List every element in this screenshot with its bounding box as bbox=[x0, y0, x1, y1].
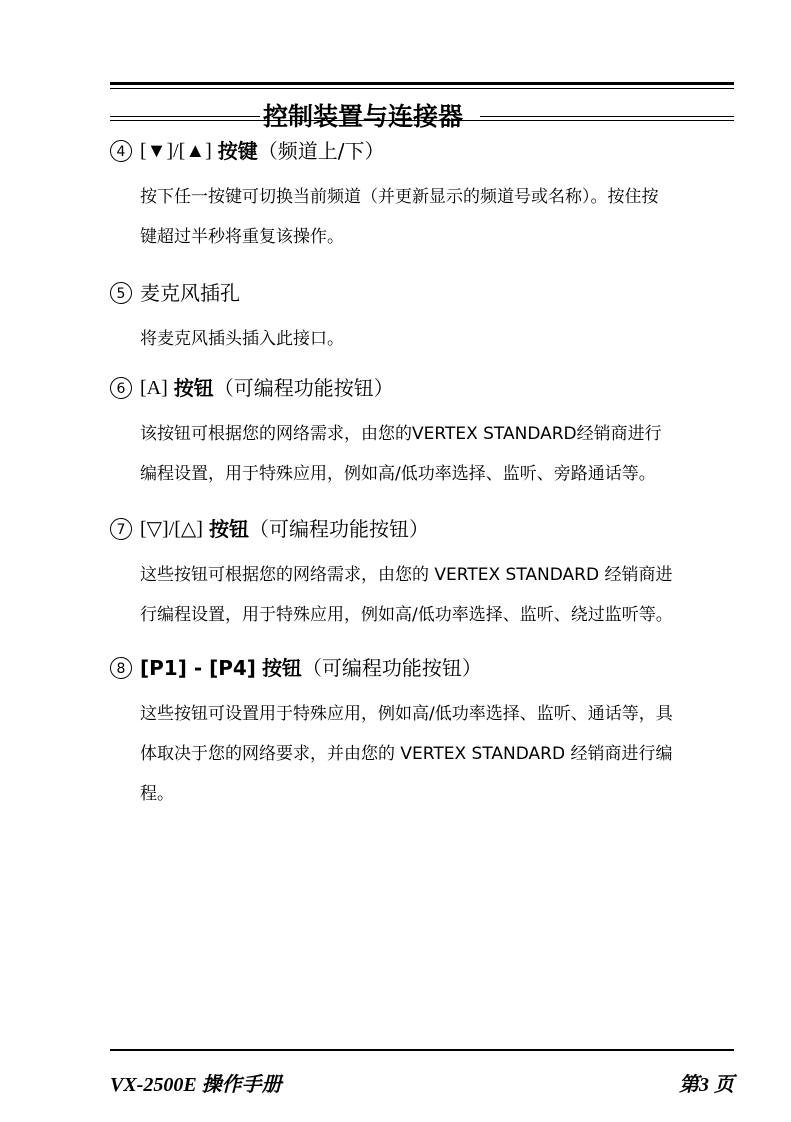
body-line: 键超过半秒将重复该操作。 bbox=[140, 227, 344, 247]
heading-note: 麦克风插孔 bbox=[140, 281, 240, 305]
footer-rule bbox=[110, 1049, 734, 1051]
circled-number: 8 bbox=[110, 657, 132, 679]
section-heading bbox=[110, 137, 734, 165]
title-rule-right bbox=[480, 116, 734, 117]
heading-bold: 按钮 bbox=[173, 376, 214, 400]
heading-key: [A] bbox=[140, 377, 168, 399]
page-title: 控制装置与连接器 bbox=[263, 102, 464, 131]
section-body bbox=[140, 177, 734, 257]
footer-manual-title: VX-2500E 操作手册 bbox=[110, 1074, 282, 1096]
title-rule-left bbox=[110, 116, 260, 117]
footer-page-number: 第3 页 bbox=[679, 1074, 734, 1096]
heading-bold: 按钮 bbox=[261, 656, 302, 680]
heading-note: （可编程功能按钮） bbox=[213, 376, 394, 400]
header-rule-thick bbox=[110, 82, 734, 85]
circled-number: 4 bbox=[110, 140, 132, 162]
body-line: 程。 bbox=[140, 784, 174, 804]
section-body bbox=[140, 555, 734, 635]
section-5 bbox=[110, 279, 734, 359]
body-line: 该按钮可根据您的网络需求，由您的VERTEX STANDARD经销商进行 bbox=[140, 424, 662, 444]
heading-bold: 按键 bbox=[217, 139, 258, 163]
heading-note: （可编程功能按钮） bbox=[248, 517, 429, 541]
body-line: 编程设置，用于特殊应用，例如高/低功率选择、监听、旁路通话等。 bbox=[140, 464, 656, 484]
body-line: 按下任一按键可切换当前频道（并更新显示的频道号或名称）。按住按 bbox=[140, 187, 659, 207]
heading-note: （频道上/下） bbox=[257, 139, 385, 163]
section-body bbox=[140, 319, 734, 359]
section-body bbox=[140, 694, 734, 814]
section-8 bbox=[110, 654, 734, 814]
heading-key: [▼]/[▲] bbox=[140, 140, 212, 162]
section-heading bbox=[110, 654, 734, 682]
body-line: 行编程设置，用于特殊应用，例如高/低功率选择、监听、绕过监听等。 bbox=[140, 605, 673, 625]
circled-number: 7 bbox=[110, 518, 132, 540]
body-line: 这些按钮可根据您的网络需求，由您的 VERTEX STANDARD 经销商进 bbox=[140, 565, 673, 585]
section-heading bbox=[110, 374, 734, 402]
heading-note: （可编程功能按钮） bbox=[301, 656, 482, 680]
heading-key: [P1] - [P4] bbox=[140, 656, 256, 680]
body-line: 这些按钮可设置用于特殊应用，例如高/低功率选择、监听、通话等，具 bbox=[140, 704, 673, 724]
section-4 bbox=[110, 137, 734, 257]
body-line: 将麦克风插头插入此接口。 bbox=[140, 329, 344, 349]
body-line: 体取决于您的网络要求，并由您的 VERTEX STANDARD 经销商进行编 bbox=[140, 744, 673, 764]
section-7 bbox=[110, 515, 734, 635]
section-heading bbox=[110, 515, 734, 543]
circled-number: 5 bbox=[110, 282, 132, 304]
heading-key: [▽]/[△] bbox=[140, 518, 203, 540]
section-body bbox=[140, 414, 734, 494]
section-6 bbox=[110, 374, 734, 494]
heading-bold: 按钮 bbox=[208, 517, 249, 541]
circled-number: 6 bbox=[110, 377, 132, 399]
section-heading bbox=[110, 279, 734, 307]
header-rule-thin bbox=[110, 88, 734, 89]
